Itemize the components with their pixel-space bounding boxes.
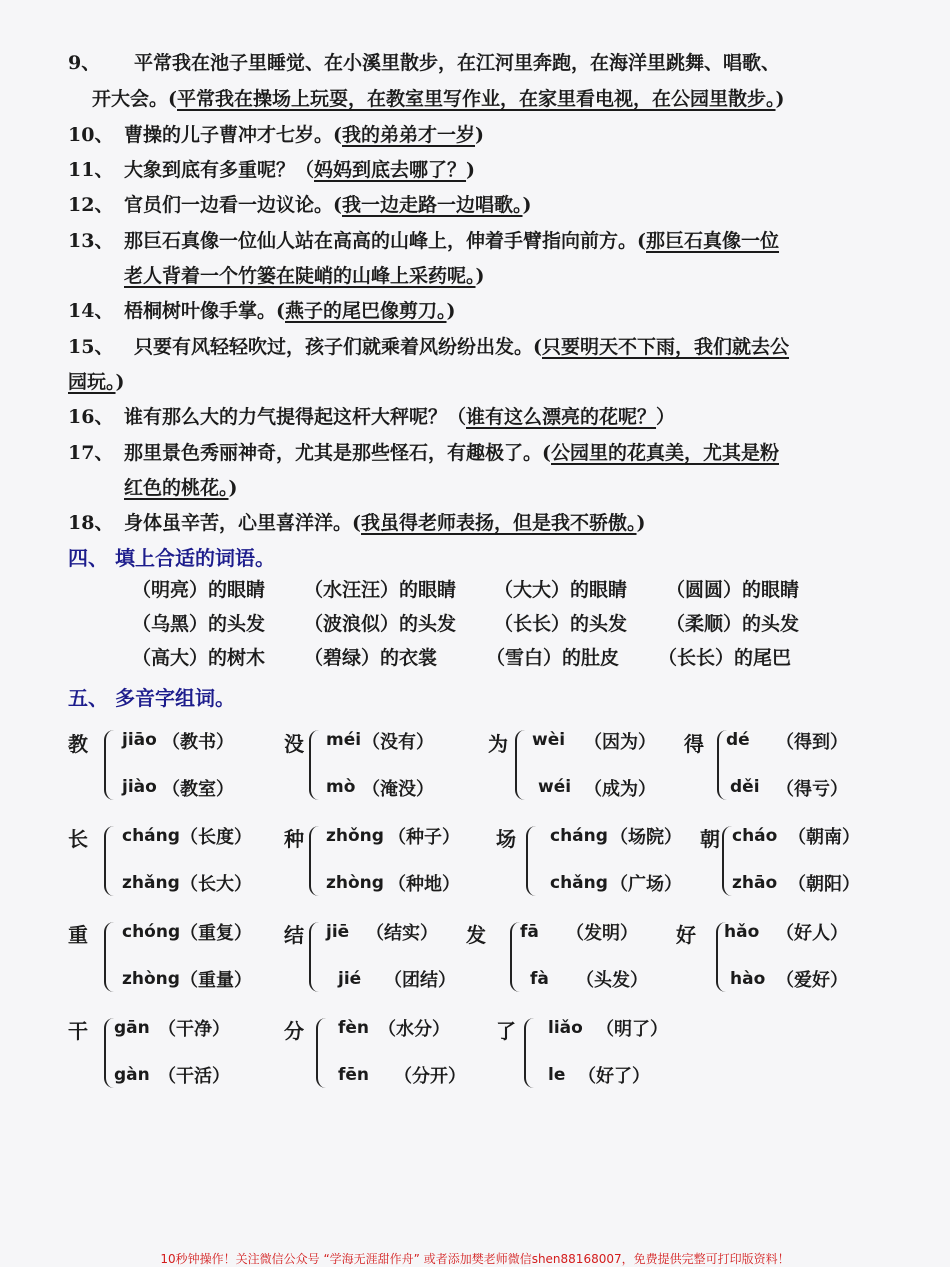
word: （明了） — [596, 1019, 668, 1040]
answer-text: 园玩。 — [68, 371, 116, 393]
word: （朝南） — [788, 827, 860, 848]
pinyin: chǎng — [550, 873, 608, 893]
word: （好了） — [578, 1066, 650, 1087]
polyphone-char: 场 — [496, 827, 516, 851]
sentence-text: 只要有风轻轻吹过，孩子们就乘着风纷纷出发。( — [134, 336, 542, 358]
fill-item: （波浪似）的头发 — [304, 613, 457, 635]
pinyin: jiào — [122, 777, 157, 797]
pinyin: zhǒng — [326, 826, 384, 846]
item-number: 13、 — [68, 230, 114, 252]
word: （场院） — [610, 827, 682, 848]
pinyin: le — [548, 1065, 566, 1085]
pinyin: gān — [114, 1018, 150, 1038]
sentence-line — [124, 473, 238, 500]
pinyin: zhòng — [326, 873, 384, 893]
sentence-text: 梧桐树叶像手掌。( — [124, 300, 285, 322]
item-number: 9、 — [68, 52, 101, 74]
word: （团结） — [384, 970, 456, 991]
polyphone-char: 得 — [684, 732, 704, 756]
pinyin: zhǎng — [122, 873, 180, 893]
brace — [104, 730, 116, 800]
word: （朝阳） — [788, 874, 860, 895]
sentence-line — [92, 84, 785, 111]
brace — [309, 922, 321, 992]
paren-close: ) — [636, 512, 646, 534]
polyphone-char: 分 — [284, 1019, 304, 1043]
answer-text: 平常我在操场上玩耍，在教室里写作业，在家里看电视，在公园里散步。 — [177, 88, 776, 110]
answer-text: 公园里的花真美，尤其是粉 — [551, 442, 780, 464]
sentence-line — [124, 120, 484, 147]
word: （分开） — [394, 1066, 466, 1087]
fill-item: （乌黑）的头发 — [132, 613, 266, 635]
sentence-line — [134, 332, 789, 359]
item-number: 10、 — [68, 124, 114, 146]
polyphone-char: 没 — [284, 732, 304, 756]
answer-text: 我的弟弟才一岁 — [342, 124, 476, 146]
sentence-line — [68, 367, 125, 394]
word: （发明） — [566, 923, 638, 944]
paren-close: ) — [466, 159, 476, 181]
fill-item: （水汪汪）的眼睛 — [304, 579, 457, 601]
brace — [309, 730, 321, 800]
word: （结实） — [366, 923, 438, 944]
pinyin: gàn — [114, 1065, 150, 1085]
pinyin: fēn — [338, 1065, 370, 1085]
pinyin: cháng — [122, 826, 180, 846]
fill-row — [132, 609, 799, 636]
word: （成为） — [584, 779, 656, 800]
pinyin: mò — [326, 777, 356, 797]
fill-item: （雪白）的肚皮 — [486, 647, 620, 669]
fill-row — [132, 575, 799, 602]
polyphone-char: 发 — [466, 923, 486, 947]
fill-row — [132, 643, 791, 670]
word: （得亏） — [776, 779, 848, 800]
sentence-text: 开大会。( — [92, 88, 177, 110]
polyphone-char: 教 — [68, 732, 88, 756]
item-number: 17、 — [68, 442, 114, 464]
polyphone-char: 了 — [496, 1019, 516, 1043]
sentence-line — [124, 261, 485, 288]
item-number: 18、 — [68, 512, 114, 534]
sentence-line — [124, 190, 532, 217]
pinyin: jié — [338, 969, 362, 989]
brace — [104, 922, 116, 992]
brace — [104, 826, 116, 896]
item-number: 14、 — [68, 300, 114, 322]
pinyin: dé — [726, 730, 750, 750]
fill-item: （高大）的树木 — [132, 647, 266, 669]
answer-text: 燕子的尾巴像剪刀。 — [285, 300, 447, 322]
paren-close: ) — [522, 194, 532, 216]
pinyin: děi — [730, 777, 760, 797]
section-heading: 四、 填上合适的词语。 — [68, 546, 275, 570]
word: （头发） — [576, 970, 648, 991]
pinyin: hào — [730, 969, 766, 989]
brace — [316, 1018, 328, 1088]
answer-text: 妈妈到底去哪了？ — [314, 159, 467, 181]
item-number: 11、 — [68, 159, 114, 181]
pinyin: wéi — [538, 777, 572, 797]
pinyin: hǎo — [724, 922, 760, 942]
word: （干活） — [158, 1066, 230, 1087]
sentence-text: 曹操的儿子曹冲才七岁。( — [124, 124, 342, 146]
polyphone-char: 为 — [488, 732, 508, 756]
word: （教书） — [162, 732, 234, 753]
sentence-text: 身体虽辛苦，心里喜洋洋。( — [124, 512, 361, 534]
word: （因为） — [584, 732, 656, 753]
item-number: 15、 — [68, 336, 114, 358]
paren-close: ) — [475, 124, 485, 146]
sentence-text: 官员们一边看一边议论。( — [124, 194, 342, 216]
word: （爱好） — [776, 970, 848, 991]
fill-item: （大大）的眼睛 — [494, 579, 628, 601]
pinyin: zhāo — [732, 873, 778, 893]
pinyin: méi — [326, 730, 362, 750]
paren-close: ) — [228, 477, 238, 499]
paren-close: ) — [446, 300, 456, 322]
pinyin: chóng — [122, 922, 181, 942]
sentence-text: 那里景色秀丽神奇，尤其是那些怪石，有趣极了。( — [124, 442, 551, 464]
answer-text: 我虽得老师表扬，但是我不骄傲。 — [361, 512, 637, 534]
brace — [526, 826, 538, 896]
pinyin: jiē — [326, 922, 350, 942]
pinyin: fà — [530, 969, 549, 989]
pinyin: jiāo — [122, 730, 157, 750]
sentence-line: 平常我在池子里睡觉、在小溪里散步，在江河里奔跑，在海洋里跳舞、唱歌、 — [134, 52, 781, 74]
answer-text: 只要明天不下雨，我们就去公 — [542, 336, 790, 358]
sentence-text: 大象到底有多重呢？（ — [124, 159, 315, 181]
word: （长大） — [180, 874, 252, 895]
section-heading: 五、 多音字组词。 — [68, 686, 235, 710]
answer-text: 我一边走路一边唱歌。 — [342, 194, 523, 216]
answer-text: 那巨石真像一位 — [646, 230, 780, 252]
pinyin: cháng — [550, 826, 608, 846]
word: （广场） — [610, 874, 682, 895]
word: （淹没） — [362, 779, 434, 800]
paren-close: ) — [115, 371, 125, 393]
sentence-line — [124, 155, 475, 182]
polyphone-char: 种 — [284, 827, 304, 851]
answer-text: 红色的桃花。 — [124, 477, 229, 499]
polyphone-char: 朝 — [700, 827, 720, 851]
fill-item: （明亮）的眼睛 — [132, 579, 266, 601]
polyphone-char: 重 — [68, 923, 88, 947]
pinyin: cháo — [732, 826, 778, 846]
answer-text: 谁有这么漂亮的花呢？ — [466, 406, 657, 428]
pinyin: zhòng — [122, 969, 180, 989]
sentence-line — [124, 226, 779, 253]
word: （水分） — [378, 1019, 450, 1040]
polyphone-char: 干 — [68, 1019, 88, 1043]
sentence-text: 那巨石真像一位仙人站在高高的山峰上，伸着手臂指向前方。( — [124, 230, 646, 252]
brace — [515, 730, 527, 800]
word: （好人） — [776, 923, 848, 944]
pinyin: fèn — [338, 1018, 370, 1038]
sentence-line — [124, 438, 779, 465]
paren-close: ) — [775, 88, 785, 110]
fill-item: （碧绿）的衣裳 — [304, 647, 438, 669]
pinyin: fā — [520, 922, 539, 942]
brace — [309, 826, 321, 896]
polyphone-char: 好 — [676, 923, 696, 947]
fill-item: （柔顺）的头发 — [666, 613, 800, 635]
paren-close: ) — [475, 265, 485, 287]
sentence-text: 谁有那么大的力气提得起这杆大秤呢？（ — [124, 406, 467, 428]
fill-item: （长长）的头发 — [494, 613, 628, 635]
word: （教室） — [162, 779, 234, 800]
sentence-line — [124, 402, 675, 429]
fill-item: （圆圆）的眼睛 — [666, 579, 800, 601]
word: （重复） — [180, 923, 252, 944]
word: （得到） — [776, 732, 848, 753]
word: （干净） — [158, 1019, 230, 1040]
word: （种子） — [388, 827, 460, 848]
answer-text: 老人背着一个竹篓在陡峭的山峰上采药呢。 — [124, 265, 476, 287]
polyphone-char: 结 — [284, 923, 304, 947]
pinyin: wèi — [532, 730, 566, 750]
footer-notice: 10秒钟操作！关注微信公众号 “学海无涯甜作舟” 或者添加樊老师微信shen88168007，免费提供完整可打印版资料！ — [160, 1252, 790, 1266]
word: （没有） — [362, 732, 434, 753]
sentence-line — [124, 508, 646, 535]
item-number: 12、 — [68, 194, 114, 216]
sentence-line — [124, 296, 456, 323]
fill-item: （长长）的尾巴 — [658, 647, 792, 669]
pinyin: liǎo — [548, 1018, 583, 1038]
polyphone-char: 长 — [68, 827, 88, 851]
paren-close: ） — [656, 406, 676, 428]
item-number: 16、 — [68, 406, 114, 428]
brace — [524, 1018, 536, 1088]
word: （种地） — [388, 874, 460, 895]
word: （重量） — [180, 970, 252, 991]
word: （长度） — [180, 827, 252, 848]
